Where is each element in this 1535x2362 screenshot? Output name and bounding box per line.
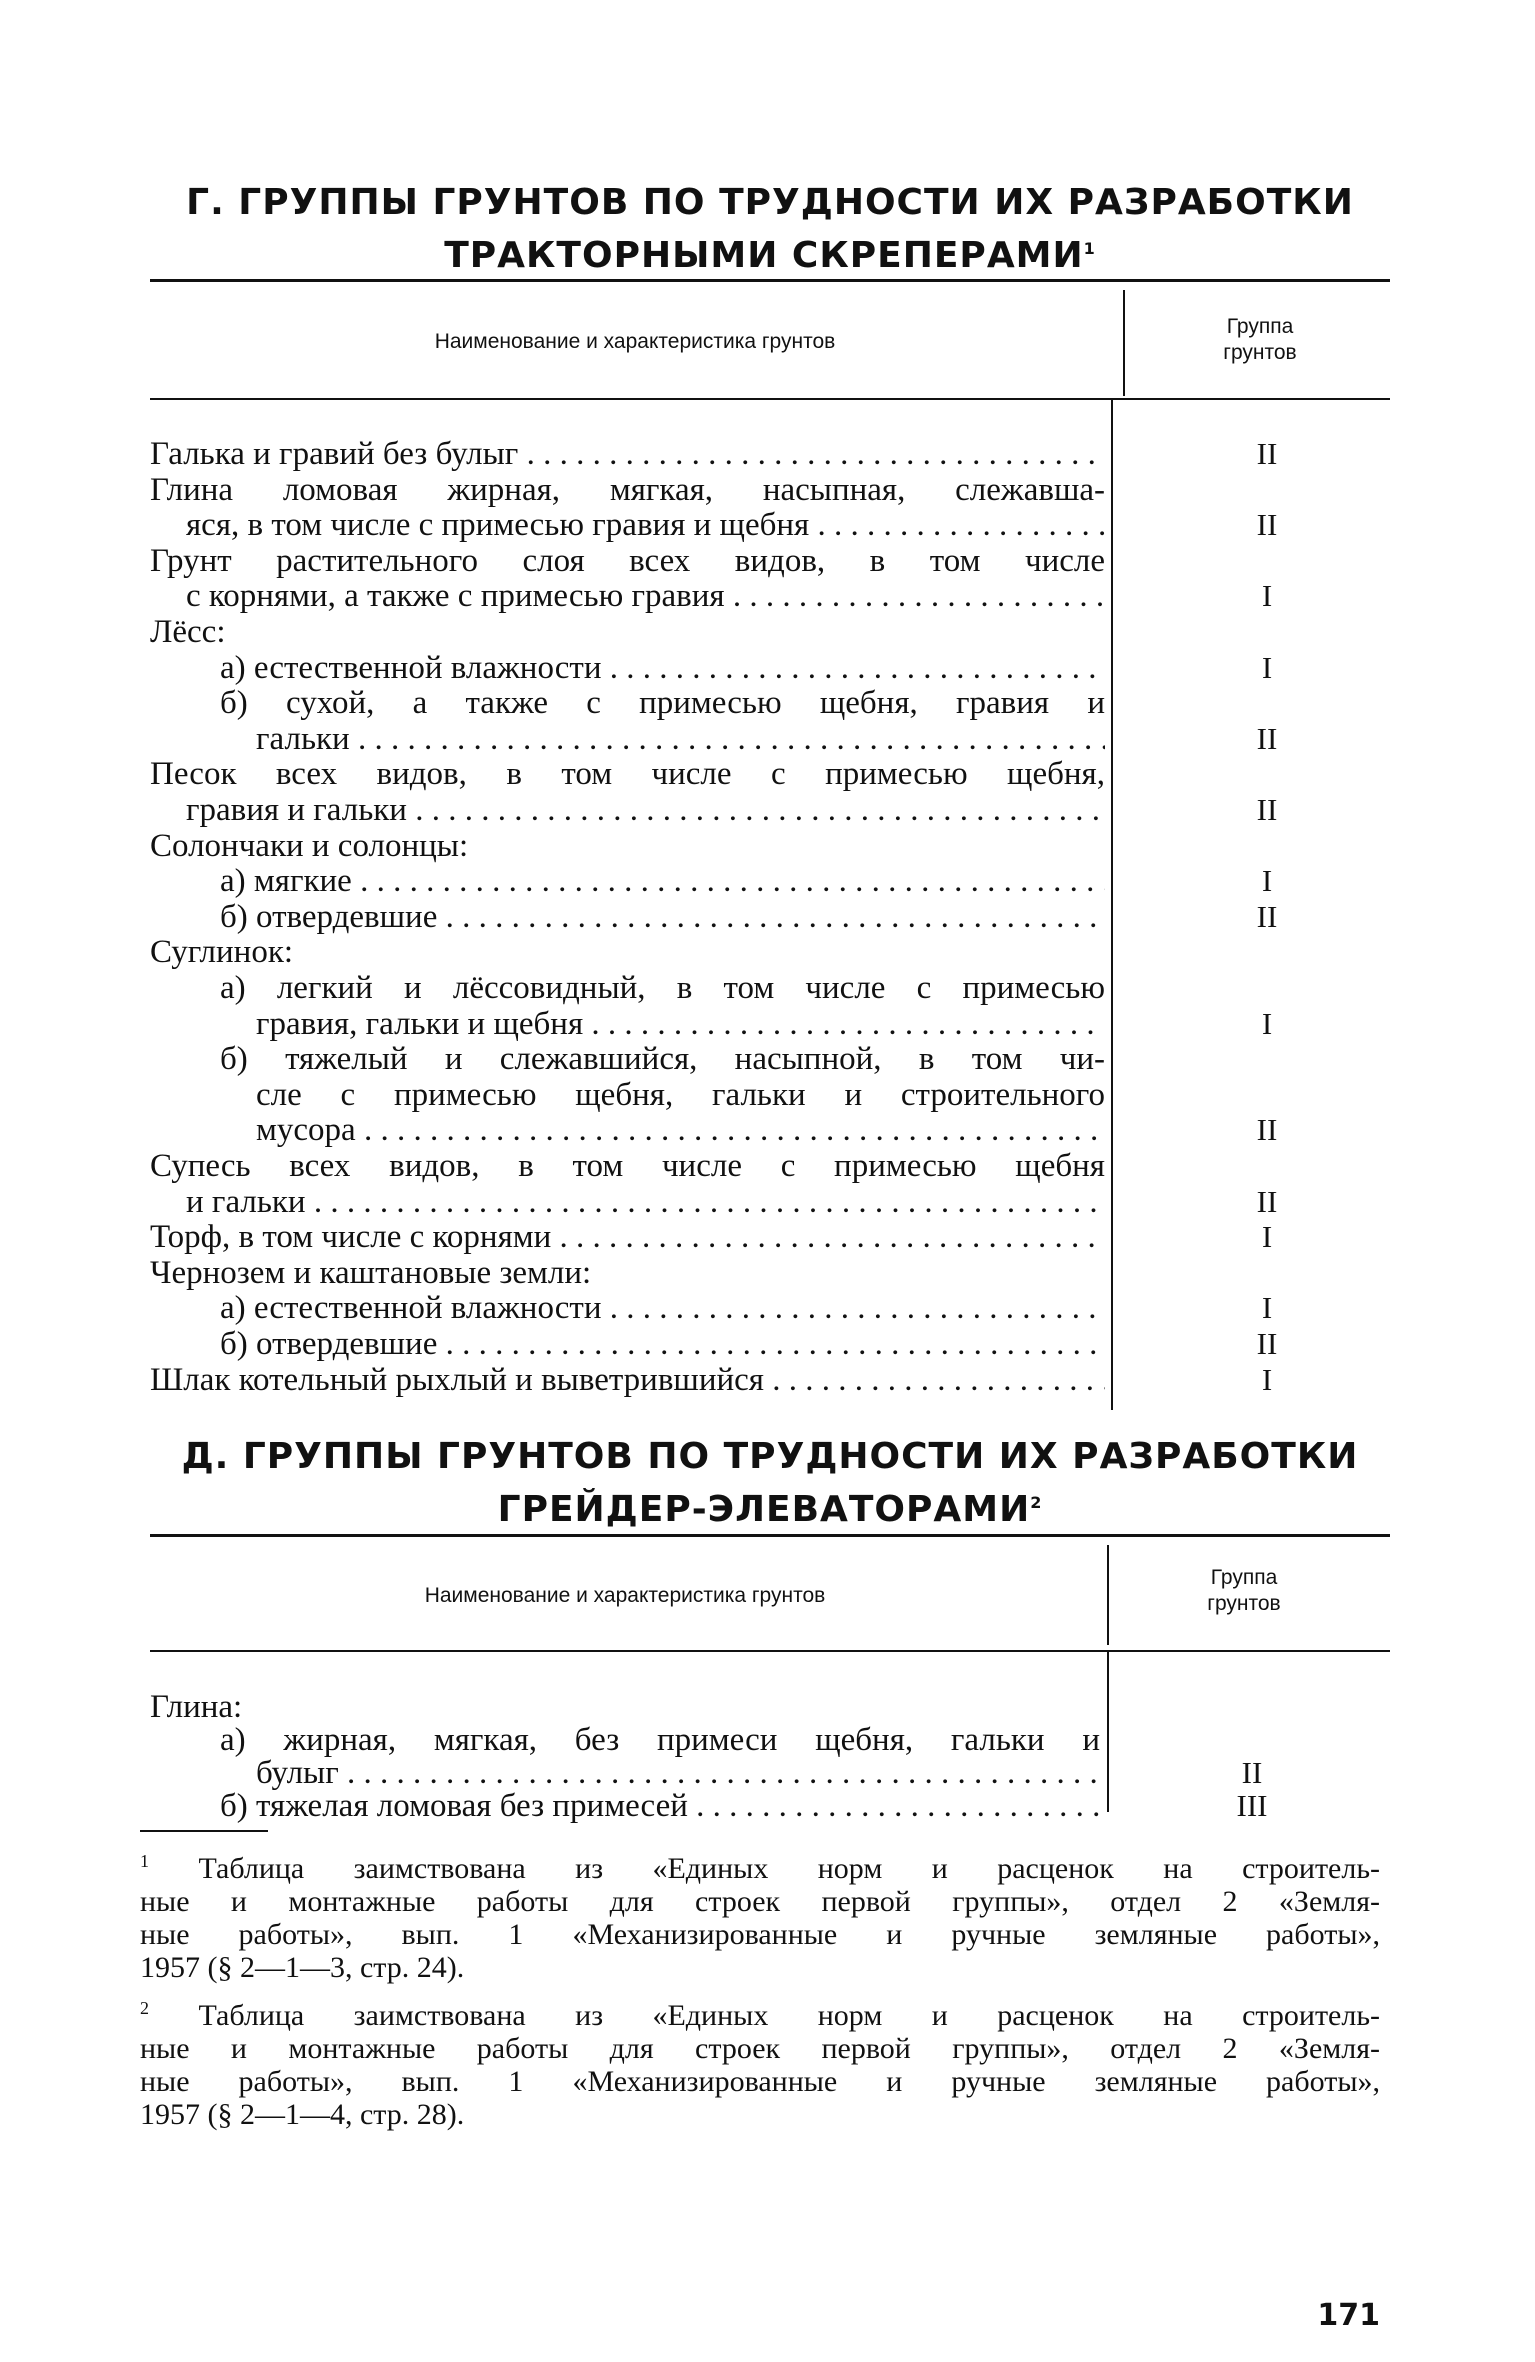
footnote-1-line-4: 1957 (§ 2—1—3, стр. 24). [140, 1951, 465, 1984]
table-row [150, 1005, 1273, 1042]
table-row [150, 1219, 1273, 1256]
footnote-2-mark: 2 [140, 1998, 149, 2018]
table-g-col-group-l2: грунтов [1223, 341, 1297, 364]
footnote-1-line [140, 1845, 1380, 1885]
row-text: а) естественной влажности . . . [220, 1290, 1105, 1326]
table-row [150, 1689, 1100, 1725]
row-text: Торф, в том числе с корнями . . . [150, 1219, 1105, 1255]
section-g-title-line2: ТРАКТОРНЫМИ СКРЕПЕРАМИ [444, 235, 1084, 276]
table-row [150, 720, 1278, 757]
table-row [150, 898, 1278, 935]
table-d-body-divider [1107, 1652, 1109, 1812]
table-row [150, 970, 1105, 1006]
row-group: I [1261, 863, 1273, 899]
table-g-header-divider [1123, 290, 1125, 396]
table-row [150, 1183, 1278, 1220]
row-text: Суглинок: [150, 934, 294, 971]
table-row [150, 1077, 1105, 1113]
table-d-top-rule [150, 1534, 1390, 1537]
table-row [150, 1255, 1105, 1291]
section-g-title-note: 1 [1083, 239, 1096, 258]
row-group: II [1256, 1112, 1278, 1148]
row-group: I [1261, 1005, 1273, 1041]
row-text: яся, в том числе с примесью гравия и щебня . . . [186, 507, 1105, 543]
footnote-2-line [140, 1992, 1380, 2032]
row-text: гальки . . . [256, 721, 1105, 757]
table-row [150, 1361, 1273, 1398]
row-text: б) сухой, а также с примесью щебня, гравия и [220, 685, 1105, 722]
table-row [150, 1148, 1105, 1184]
table-row [150, 1788, 1268, 1824]
row-text: Глина: [150, 1689, 243, 1725]
table-row [150, 1326, 1278, 1362]
footnote-2-line-2: ные и монтажные работы для строек первой группы», отдел 2 «Земля- [140, 2032, 1380, 2065]
row-group: I [1261, 578, 1273, 614]
footnote-1-line-1: Таблица заимствована из «Единых норм и расценок на строитель- [198, 1852, 1381, 1885]
row-text: Чернозем и каштановые земли: [150, 1254, 592, 1291]
row-text: гравия, гальки и щебня . . . [256, 1006, 1105, 1042]
row-group: II [1256, 507, 1278, 543]
row-text: мусора . . . [256, 1112, 1105, 1148]
table-d-col-group [1114, 1565, 1374, 1617]
table-d-col-name: Наименование и характеристика грунтов [424, 1584, 826, 1607]
row-text: Супесь всех видов, в том числе с примесью щебня [150, 1148, 1105, 1184]
table-row [150, 507, 1278, 544]
row-group: II [1256, 720, 1278, 756]
table-g-col-name: Наименование и характеристика грунтов [434, 330, 836, 353]
table-g-body-divider [1111, 400, 1113, 1410]
table-row [150, 1290, 1273, 1327]
row-group: II [1256, 898, 1278, 934]
row-text: Песок всех видов, в том числе с примесью щебня, [150, 756, 1105, 793]
footnote-1-mark: 1 [140, 1851, 149, 1871]
row-text: Галька и гравий без булыг . . . [150, 436, 1105, 472]
table-row [150, 578, 1273, 615]
footnote-1-line-3: ные работы», вып. 1 «Механизированные и ручные земляные работы», [140, 1918, 1380, 1951]
table-row [150, 792, 1278, 828]
table-row [150, 685, 1105, 721]
row-text: а) жирная, мягкая, без примеси щебня, гальки и [220, 1722, 1100, 1758]
table-g-col-group [1130, 314, 1390, 366]
table-d-header-divider [1107, 1545, 1109, 1645]
row-text: Грунт растительного слоя всех видов, в том числе [150, 542, 1105, 579]
table-row [150, 1722, 1100, 1758]
table-g-header-rule [150, 398, 1390, 400]
row-text: Лёсс: [150, 614, 226, 650]
table-row [150, 472, 1105, 508]
row-text: Солончаки и солонцы: [150, 827, 469, 864]
footnote-rule [140, 1830, 268, 1832]
footnote-1-line-2: ные и монтажные работы для строек первой группы», отдел 2 «Земля- [140, 1885, 1380, 1918]
row-group: II [1256, 792, 1278, 827]
row-text: гравия и гальки . . . [186, 792, 1105, 828]
table-row [150, 756, 1105, 792]
row-group: I [1261, 1361, 1273, 1397]
footnote-2-line-4: 1957 (§ 2—1—4, стр. 28). [140, 2098, 465, 2131]
page-number: 171 [1317, 2298, 1380, 2333]
section-g-title [150, 180, 1390, 279]
table-d-col-group-l1: Группа [1210, 1566, 1278, 1589]
row-text: и гальки . . . [186, 1184, 1105, 1220]
section-d-title [150, 1434, 1390, 1533]
table-d-header-rule [150, 1650, 1390, 1652]
row-group: II [1256, 1326, 1278, 1361]
row-text: б) отвердевшие . . . [220, 899, 1105, 935]
row-text: сле с примесью щебня, гальки и строительного [256, 1076, 1105, 1113]
table-row [150, 543, 1105, 579]
row-text: а) мягкие . . . [220, 863, 1105, 899]
row-group: II [1256, 436, 1278, 471]
row-text: Глина ломовая жирная, мягкая, насыпная, слежавша- [150, 471, 1105, 508]
row-group: III [1236, 1788, 1268, 1823]
section-d-title-line2: ГРЕЙДЕР-ЭЛЕВАТОРАМИ [497, 1489, 1031, 1530]
table-row [150, 649, 1273, 686]
table-row [150, 436, 1278, 472]
table-d-col-group-l2: грунтов [1207, 1592, 1281, 1615]
row-group: II [1241, 1755, 1263, 1790]
table-row [150, 1112, 1278, 1149]
row-text: булыг . . . [256, 1755, 1100, 1791]
table-row [150, 863, 1273, 900]
table-g-top-rule [150, 279, 1390, 282]
section-d-title-note: 2 [1030, 1493, 1043, 1512]
row-group: I [1261, 649, 1273, 685]
table-row [150, 828, 1105, 864]
footnote-2 [140, 1992, 1380, 2131]
row-group: I [1261, 1290, 1273, 1326]
row-text: с корнями, а также с примесью гравия . . . [186, 578, 1105, 614]
section-g-title-line1: Г. ГРУППЫ ГРУНТОВ ПО ТРУДНОСТИ ИХ РАЗРАБОТКИ [186, 182, 1354, 223]
row-text: б) тяжелая ломовая без примесей . . . [220, 1788, 1100, 1824]
table-row [150, 1041, 1105, 1077]
row-group: I [1261, 1219, 1273, 1255]
row-group: II [1256, 1183, 1278, 1219]
table-row [150, 614, 1105, 650]
row-text: Шлак котельный рыхлый и выветрившийся . . . [150, 1362, 1105, 1398]
section-d-title-line1: Д. ГРУППЫ ГРУНТОВ ПО ТРУДНОСТИ ИХ РАЗРАБОТКИ [181, 1436, 1359, 1477]
table-g-col-group-l1: Группа [1226, 315, 1294, 338]
row-text: а) легкий и лёссовидный, в том числе с примесью [220, 970, 1105, 1006]
footnote-1 [140, 1845, 1380, 1984]
footnote-2-line-3: ные работы», вып. 1 «Механизированные и ручные земляные работы», [140, 2065, 1380, 2098]
table-row [150, 1755, 1263, 1791]
table-row [150, 934, 1105, 970]
row-text: б) тяжелый и слежавшийся, насыпной, в том чи- [220, 1041, 1105, 1078]
row-text: а) естественной влажности . . . [220, 650, 1105, 686]
footnote-2-line-1: Таблица заимствована из «Единых норм и расценок на строитель- [198, 1999, 1381, 2032]
row-text: б) отвердевшие . . . [220, 1326, 1105, 1362]
